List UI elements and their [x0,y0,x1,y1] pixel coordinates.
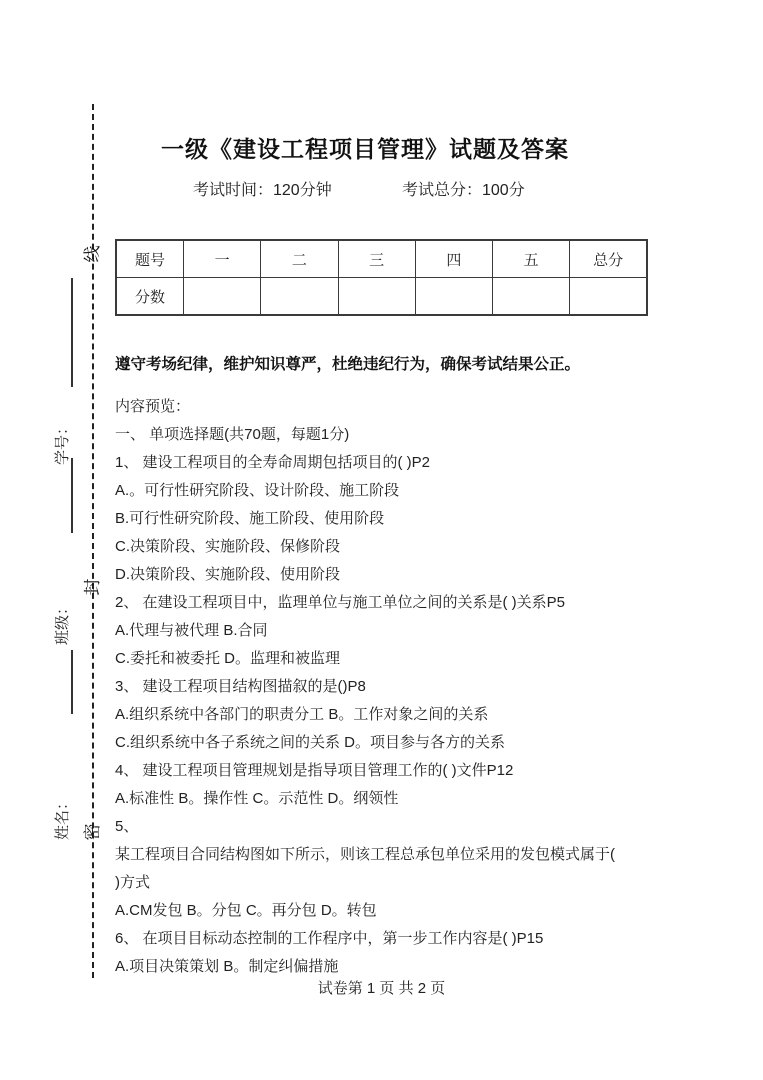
seal-char-seal: 封 [83,578,102,596]
score-table-header-row [116,240,647,278]
class-label: 班级： [54,599,71,645]
content-line: 一、 单项选择题(共70题，每题1分) [115,426,350,443]
score-table-cell: 分数 [116,278,184,316]
score-table-header-cell: 二 [261,240,338,278]
content-line: 6、 在项目目标动态控制的工作程序中，第一步工作内容是( )P15 [115,930,544,947]
seal-dashed-line [92,104,94,978]
seal-char-line: 线 [83,245,102,263]
page-title: 一级《建设工程项目管理》试题及答案 [161,136,569,162]
content-preview [115,393,660,981]
content-line: A.组织系统中各部门的职责分工 B。工作对象之间的关系 [115,706,489,723]
score-table-score-row [116,278,647,316]
score-table-header-cell: 总分 [570,240,647,278]
score-table-header-cell: 一 [184,240,261,278]
student-id-blank-line [71,278,73,387]
notice-text: 遵守考场纪律，维护知识尊严，杜绝违纪行为，确保考试结果公正。 [115,356,581,373]
page-footer: 试卷第 1 页 共 2 页 [317,980,446,997]
score-table-cell [261,278,338,316]
content-line: 4、 建设工程项目管理规划是指导项目管理工作的( )文件P12 [115,762,514,779]
content-line: A.。可行性研究阶段、设计阶段、施工阶段 [115,482,400,499]
content-line: 1、 建设工程项目的全寿命周期包括项目的( )P2 [115,454,431,471]
content-line: 5、 [115,818,139,835]
score-table-cell [184,278,261,316]
content-line: 某工程项目合同结构图如下所示，则该工程总承包单位采用的发包模式属于( [115,846,615,863]
seal-char-secret: 密 [83,823,102,841]
score-table-header-cell: 三 [338,240,415,278]
content-line: A.代理与被代理 B.合同 [115,622,268,639]
class-blank-line [71,458,73,533]
exam-time: 考试时间：120分钟 [193,182,332,199]
name-blank-line [71,650,73,714]
content-line: 3、 建设工程项目结构图描叙的是()P8 [115,678,366,695]
score-table [115,239,648,316]
student-id-label: 学号： [54,419,71,465]
content-line: C.委托和被委托 D。监理和被监理 [115,650,341,667]
exam-total-score: 考试总分：100分 [402,182,525,199]
content-line: C.组织系统中各子系统之间的关系 D。项目参与各方的关系 [115,734,506,751]
score-table-header-cell: 五 [493,240,570,278]
content-line: A.CM发包 B。分包 C。再分包 D。转包 [115,902,377,919]
content-line: D.决策阶段、实施阶段、使用阶段 [115,566,341,583]
score-table-header-cell: 题号 [116,240,184,278]
score-table-cell [415,278,492,316]
content-line: )方式 [115,874,150,891]
content-line: 2、 在建设工程项目中，监理单位与施工单位之间的关系是( )关系P5 [115,594,566,611]
content-line: A.标准性 B。操作性 C。示范性 D。纲领性 [115,790,399,807]
content-line: C.决策阶段、实施阶段、保修阶段 [115,538,341,555]
content-preview-label: 内容预览： [115,398,191,415]
score-table-cell [570,278,647,316]
content-line: A.项目决策策划 B。制定纠偏措施 [115,958,339,975]
score-table-cell [493,278,570,316]
score-table-cell [338,278,415,316]
content-line: B.可行性研究阶段、施工阶段、使用阶段 [115,510,385,527]
name-label: 姓名： [54,794,71,840]
score-table-header-cell: 四 [415,240,492,278]
